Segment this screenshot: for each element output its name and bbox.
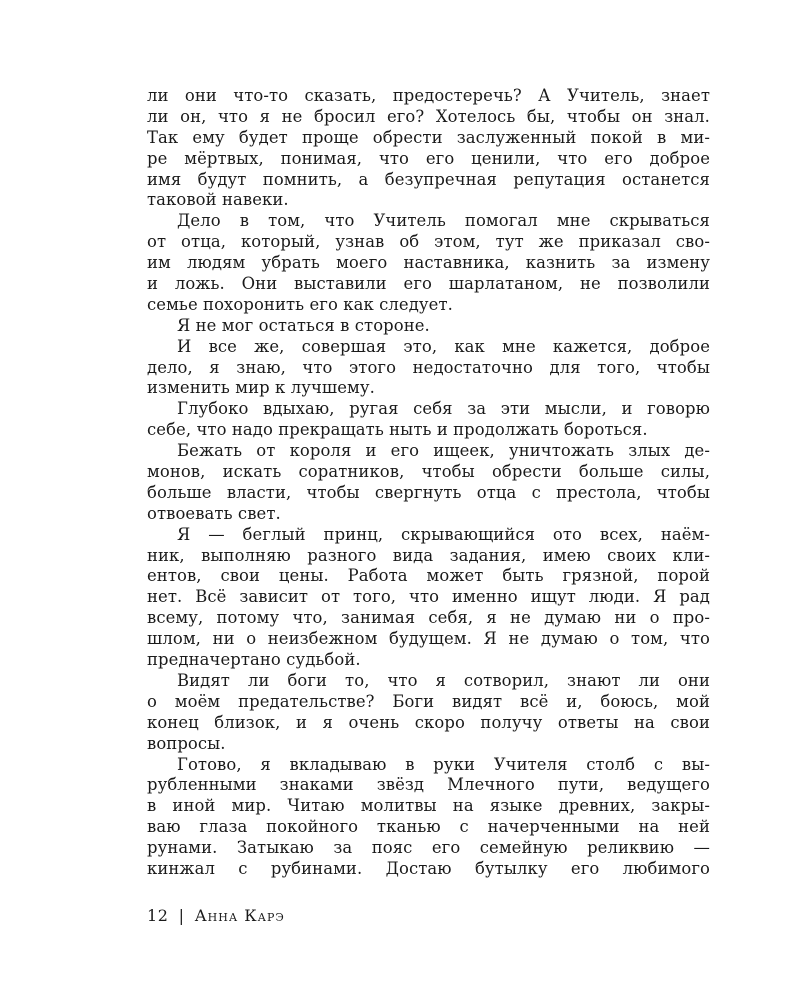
text-line: и ложь. Они выставили его шарлатаном, не позволили <box>147 274 710 294</box>
text-line: таковой навеки. <box>147 190 289 210</box>
text-line: шлом, ни о неизбежном будущем. Я не думаю о том, что <box>147 629 710 649</box>
text-line: И все же, совершая это, как мне кажется, доброе <box>177 336 710 356</box>
text-line: Я — беглый принц, скрывающийся ото всех, наём- <box>177 524 710 544</box>
text-line: им людям убрать моего наставника, казнить за измену <box>147 253 710 273</box>
text-line: Бежать от короля и его ищеек, уничтожать злых де- <box>177 441 710 461</box>
text-line: больше власти, чтобы свергнуть отца с престола, чтобы <box>147 482 710 502</box>
text-line: Видят ли боги то, что я сотворил, знают ли они <box>177 670 710 690</box>
text-line: Дело в том, что Учитель помогал мне скрываться <box>177 211 710 231</box>
text-line: вопросы. <box>147 733 226 753</box>
text-line: всему, потому что, занимая себя, я не думаю ни о про- <box>147 608 710 628</box>
text-line: предначертано судьбой. <box>147 650 361 670</box>
text-line: монов, искать соратников, чтобы обрести больше силы, <box>147 462 710 482</box>
text-line: от отца, который, узнав об этом, тут же приказал сво- <box>147 232 710 252</box>
text-line: ник, выполняю разного вида задания, имею своих кли- <box>147 545 710 565</box>
page-number: 12 <box>147 906 169 925</box>
text-line: дело, я знаю, что этого недостаточно для того, чтобы <box>147 357 710 377</box>
text-line: рунами. Затыкаю за пояс его семейную реликвию — <box>147 838 710 858</box>
text-line: ли он, что я не бросил его? Хотелось бы, чтобы он знал. <box>147 106 710 126</box>
text-line: нет. Всё зависит от того, что именно ищут люди. Я рад <box>147 587 710 607</box>
text-line: ваю глаза покойного тканью с начерченными на ней <box>147 817 710 837</box>
text-line: рубленными знаками звёзд Млечного пути, ведущего <box>147 775 710 795</box>
text-line: изменить мир к лучшему. <box>147 378 375 398</box>
text-line: ли они что-то сказать, предостеречь? А Учитель, знает <box>147 86 710 105</box>
body-text <box>147 86 710 880</box>
text-line: ре мёртвых, понимая, что его ценили, что его доброе <box>147 148 710 168</box>
text-line: Так ему будет проще обрести заслуженный покой в ми- <box>147 127 710 147</box>
text-line: Глубоко вдыхаю, ругая себя за эти мысли, и говорю <box>177 399 710 419</box>
text-line: о моём предательстве? Боги видят всё и, боюсь, мой <box>147 691 710 711</box>
text-line: в иной мир. Читаю молитвы на языке древних, закры- <box>147 796 710 816</box>
text-line: ентов, свои цены. Работа может быть грязной, порой <box>147 566 710 586</box>
footer-separator: | <box>178 906 185 925</box>
author-name: Анна Карэ <box>194 906 285 925</box>
text-line: себе, что надо прекращать ныть и продолжать бороться. <box>147 420 648 440</box>
text-line: Готово, я вкладываю в руки Учителя столб с вы- <box>177 754 710 774</box>
text-line: Я не мог остаться в стороне. <box>177 315 430 335</box>
text-line: кинжал с рубинами. Достаю бутылку его любимого <box>147 858 710 878</box>
text-line: отвоевать свет. <box>147 503 281 523</box>
text-line: семье похоронить его как следует. <box>147 294 453 314</box>
text-line: конец близок, и я очень скоро получу ответы на свои <box>147 712 710 732</box>
page-footer <box>147 906 285 926</box>
text-line: имя будут помнить, а безупречная репутация останется <box>147 169 710 189</box>
